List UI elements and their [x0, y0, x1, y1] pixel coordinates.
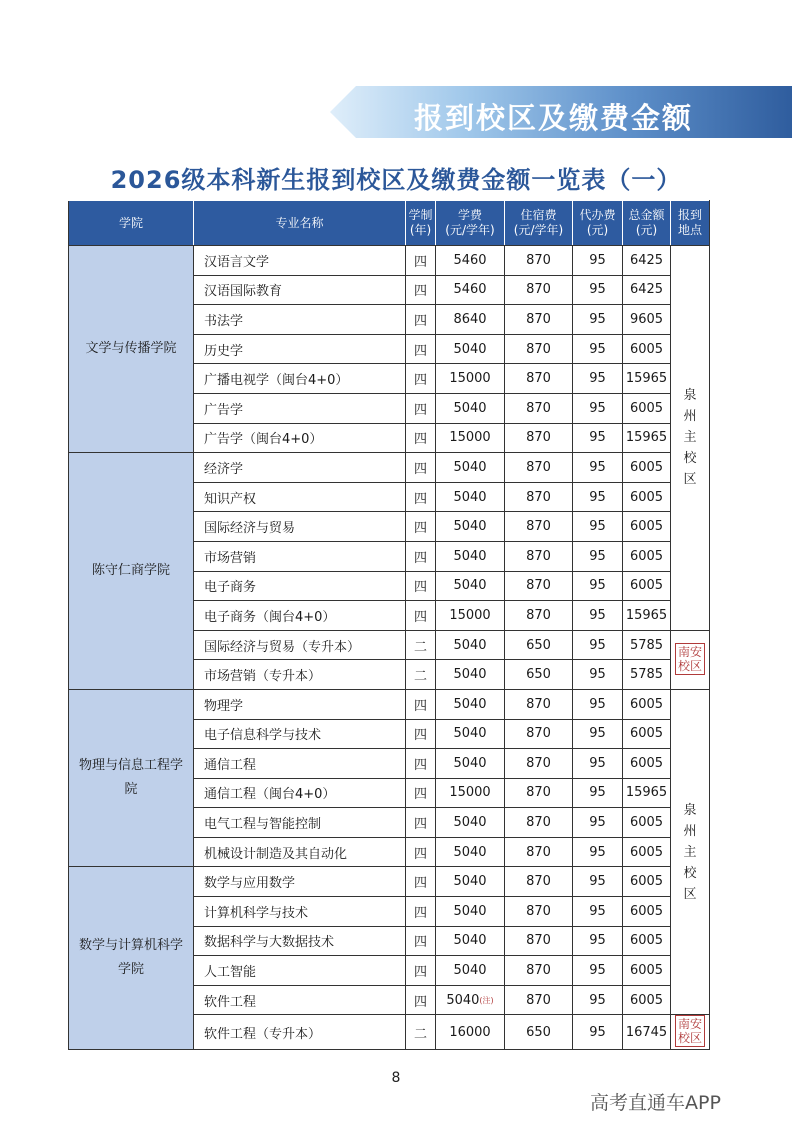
tuition-cell: 5040 [436, 926, 505, 956]
major-cell: 历史学 [194, 334, 406, 364]
agency-cell: 95 [573, 897, 623, 927]
agency-cell: 95 [573, 956, 623, 986]
dorm-cell: 870 [505, 482, 573, 512]
duration-cell: 四 [406, 808, 436, 838]
total-cell: 6005 [623, 482, 671, 512]
header-dorm: 住宿费 (元/学年) [505, 201, 573, 246]
location-cell [671, 1015, 710, 1050]
duration-cell: 四 [406, 275, 436, 305]
tuition-cell [436, 985, 505, 1015]
duration-cell: 四 [406, 512, 436, 542]
location-nanan-label: 南安校区 [675, 643, 705, 675]
agency-cell: 95 [573, 275, 623, 305]
duration-cell: 四 [406, 364, 436, 394]
dorm-cell: 870 [505, 334, 573, 364]
major-cell: 数学与应用数学 [194, 867, 406, 897]
tuition-cell: 16000 [436, 1015, 505, 1050]
dorm-cell: 870 [505, 423, 573, 453]
total-cell: 5785 [623, 630, 671, 660]
duration-cell: 四 [406, 985, 436, 1015]
agency-cell: 95 [573, 334, 623, 364]
tuition-cell: 15000 [436, 601, 505, 631]
tuition-cell: 5040 [436, 837, 505, 867]
total-cell: 6425 [623, 246, 671, 276]
page-number: 8 [391, 1070, 401, 1086]
agency-cell: 95 [573, 305, 623, 335]
agency-cell: 95 [573, 601, 623, 631]
tuition-cell: 5040 [436, 393, 505, 423]
duration-cell: 四 [406, 571, 436, 601]
tuition-cell: 15000 [436, 778, 505, 808]
agency-cell: 95 [573, 364, 623, 394]
dorm-cell: 870 [505, 393, 573, 423]
agency-cell: 95 [573, 985, 623, 1015]
tuition-cell: 5040 [436, 541, 505, 571]
major-cell: 通信工程 [194, 749, 406, 779]
agency-cell: 95 [573, 837, 623, 867]
duration-cell: 四 [406, 956, 436, 986]
duration-cell: 二 [406, 660, 436, 690]
total-cell: 6005 [623, 334, 671, 364]
total-cell: 16745 [623, 1015, 671, 1050]
section-banner-title: 报到校区及缴费金额 [414, 101, 694, 135]
dorm-cell: 650 [505, 630, 573, 660]
table-row [69, 453, 710, 483]
header-duration: 学制 (年) [406, 201, 436, 246]
tuition-cell: 5040 [436, 897, 505, 927]
tuition-cell: 5040 [436, 334, 505, 364]
major-cell: 软件工程（专升本） [194, 1015, 406, 1050]
major-cell: 知识产权 [194, 482, 406, 512]
total-cell: 9605 [623, 305, 671, 335]
location-cell [671, 689, 710, 1015]
major-cell: 通信工程（闽台4+0） [194, 778, 406, 808]
major-cell: 书法学 [194, 305, 406, 335]
agency-cell: 95 [573, 246, 623, 276]
agency-cell: 95 [573, 867, 623, 897]
major-cell: 市场营销（专升本） [194, 660, 406, 690]
agency-cell: 95 [573, 749, 623, 779]
agency-cell: 95 [573, 808, 623, 838]
agency-cell: 95 [573, 630, 623, 660]
total-cell: 6005 [623, 541, 671, 571]
total-cell: 6005 [623, 897, 671, 927]
dorm-cell: 870 [505, 749, 573, 779]
dorm-cell: 870 [505, 364, 573, 394]
dorm-cell: 870 [505, 275, 573, 305]
major-cell: 电子商务 [194, 571, 406, 601]
duration-cell: 四 [406, 778, 436, 808]
duration-cell: 四 [406, 453, 436, 483]
agency-cell: 95 [573, 423, 623, 453]
agency-cell: 95 [573, 512, 623, 542]
dorm-cell: 870 [505, 512, 573, 542]
total-cell: 6005 [623, 512, 671, 542]
major-cell: 国际经济与贸易 [194, 512, 406, 542]
header-agency: 代办费 (元) [573, 201, 623, 246]
major-cell: 数据科学与大数据技术 [194, 926, 406, 956]
major-cell: 市场营销 [194, 541, 406, 571]
tuition-cell: 5040 [436, 719, 505, 749]
header-location: 报到 地点 [671, 201, 710, 246]
dorm-cell: 650 [505, 1015, 573, 1050]
tuition-cell: 5040 [436, 512, 505, 542]
total-cell: 6005 [623, 749, 671, 779]
total-cell: 6005 [623, 808, 671, 838]
major-cell: 汉语言文学 [194, 246, 406, 276]
total-cell: 15965 [623, 601, 671, 631]
total-cell: 6005 [623, 689, 671, 719]
duration-cell: 四 [406, 689, 436, 719]
duration-cell: 四 [406, 719, 436, 749]
agency-cell: 95 [573, 393, 623, 423]
dorm-cell: 870 [505, 689, 573, 719]
agency-cell: 95 [573, 926, 623, 956]
dorm-cell: 870 [505, 541, 573, 571]
duration-cell: 四 [406, 926, 436, 956]
tuition-cell: 5040 [436, 482, 505, 512]
total-cell: 5785 [623, 660, 671, 690]
total-cell: 6005 [623, 453, 671, 483]
duration-cell: 四 [406, 749, 436, 779]
tuition-cell: 5040 [436, 749, 505, 779]
total-cell: 15965 [623, 364, 671, 394]
total-cell: 6005 [623, 926, 671, 956]
major-cell: 广告学 [194, 393, 406, 423]
tuition-cell: 8640 [436, 305, 505, 335]
agency-cell: 95 [573, 453, 623, 483]
location-cell [671, 246, 710, 631]
duration-cell: 四 [406, 541, 436, 571]
major-cell: 电子信息科学与技术 [194, 719, 406, 749]
tuition-cell: 5040 [436, 660, 505, 690]
agency-cell: 95 [573, 719, 623, 749]
dorm-cell: 870 [505, 985, 573, 1015]
agency-cell: 95 [573, 1015, 623, 1050]
dorm-cell: 870 [505, 778, 573, 808]
major-cell: 汉语国际教育 [194, 275, 406, 305]
college-cell: 陈守仁商学院 [69, 453, 194, 690]
major-cell: 广播电视学（闽台4+0） [194, 364, 406, 394]
dorm-cell: 870 [505, 601, 573, 631]
table-row [69, 867, 710, 897]
duration-cell: 二 [406, 1015, 436, 1050]
dorm-cell: 870 [505, 808, 573, 838]
table-row [69, 246, 710, 276]
header-college: 学院 [69, 201, 194, 246]
tuition-cell: 5040 [436, 571, 505, 601]
dorm-cell: 870 [505, 837, 573, 867]
dorm-cell: 870 [505, 867, 573, 897]
table-row [69, 689, 710, 719]
college-cell: 数学与计算机科学学院 [69, 867, 194, 1050]
dorm-cell: 870 [505, 926, 573, 956]
tuition-cell: 5040 [436, 956, 505, 986]
location-nanan-label: 南安校区 [675, 1015, 705, 1047]
total-cell: 6005 [623, 393, 671, 423]
tuition-note: (注) [479, 995, 494, 1005]
total-cell: 6005 [623, 837, 671, 867]
major-cell: 人工智能 [194, 956, 406, 986]
agency-cell: 95 [573, 689, 623, 719]
tuition-cell: 5040 [436, 689, 505, 719]
major-cell: 经济学 [194, 453, 406, 483]
tuition-cell: 15000 [436, 364, 505, 394]
location-cell [671, 630, 710, 689]
duration-cell: 四 [406, 423, 436, 453]
tuition-value: 5040 [446, 992, 480, 1008]
major-cell: 电气工程与智能控制 [194, 808, 406, 838]
college-cell: 文学与传播学院 [69, 246, 194, 453]
duration-cell: 四 [406, 246, 436, 276]
tuition-cell: 5040 [436, 453, 505, 483]
major-cell: 物理学 [194, 689, 406, 719]
dorm-cell: 870 [505, 571, 573, 601]
total-cell: 15965 [623, 423, 671, 453]
duration-cell: 四 [406, 601, 436, 631]
total-cell: 6005 [623, 571, 671, 601]
agency-cell: 95 [573, 571, 623, 601]
header-major: 专业名称 [194, 201, 406, 246]
watermark: 高考直通车APP [590, 1092, 721, 1114]
duration-cell: 四 [406, 897, 436, 927]
tuition-cell: 5040 [436, 867, 505, 897]
major-cell: 计算机科学与技术 [194, 897, 406, 927]
major-cell: 机械设计制造及其自动化 [194, 837, 406, 867]
dorm-cell: 870 [505, 897, 573, 927]
page-title: 2026级本科新生报到校区及缴费金额一览表（一） [110, 166, 682, 194]
agency-cell: 95 [573, 541, 623, 571]
tuition-cell: 5460 [436, 275, 505, 305]
duration-cell: 四 [406, 305, 436, 335]
header-tuition: 学费 (元/学年) [436, 201, 505, 246]
table-header-row [69, 201, 710, 246]
total-cell: 6005 [623, 956, 671, 986]
total-cell: 6425 [623, 275, 671, 305]
major-cell: 广告学（闽台4+0） [194, 423, 406, 453]
total-cell: 6005 [623, 719, 671, 749]
duration-cell: 四 [406, 482, 436, 512]
college-cell: 物理与信息工程学院 [69, 689, 194, 867]
agency-cell: 95 [573, 660, 623, 690]
major-cell: 电子商务（闽台4+0） [194, 601, 406, 631]
dorm-cell: 870 [505, 719, 573, 749]
fee-table [68, 200, 710, 1050]
duration-cell: 四 [406, 837, 436, 867]
location-quanzhou-label: 泉州主校区 [683, 388, 697, 488]
dorm-cell: 870 [505, 305, 573, 335]
total-cell: 6005 [623, 867, 671, 897]
header-total: 总金额 (元) [623, 201, 671, 246]
total-cell: 15965 [623, 778, 671, 808]
agency-cell: 95 [573, 482, 623, 512]
location-quanzhou-label: 泉州主校区 [683, 802, 697, 902]
dorm-cell: 870 [505, 956, 573, 986]
total-cell: 6005 [623, 985, 671, 1015]
major-cell: 国际经济与贸易（专升本） [194, 630, 406, 660]
dorm-cell: 650 [505, 660, 573, 690]
agency-cell: 95 [573, 778, 623, 808]
dorm-cell: 870 [505, 453, 573, 483]
major-cell: 软件工程 [194, 985, 406, 1015]
tuition-cell: 5460 [436, 246, 505, 276]
duration-cell: 四 [406, 867, 436, 897]
tuition-cell: 15000 [436, 423, 505, 453]
tuition-cell: 5040 [436, 630, 505, 660]
duration-cell: 四 [406, 334, 436, 364]
dorm-cell: 870 [505, 246, 573, 276]
duration-cell: 二 [406, 630, 436, 660]
tuition-cell: 5040 [436, 808, 505, 838]
duration-cell: 四 [406, 393, 436, 423]
